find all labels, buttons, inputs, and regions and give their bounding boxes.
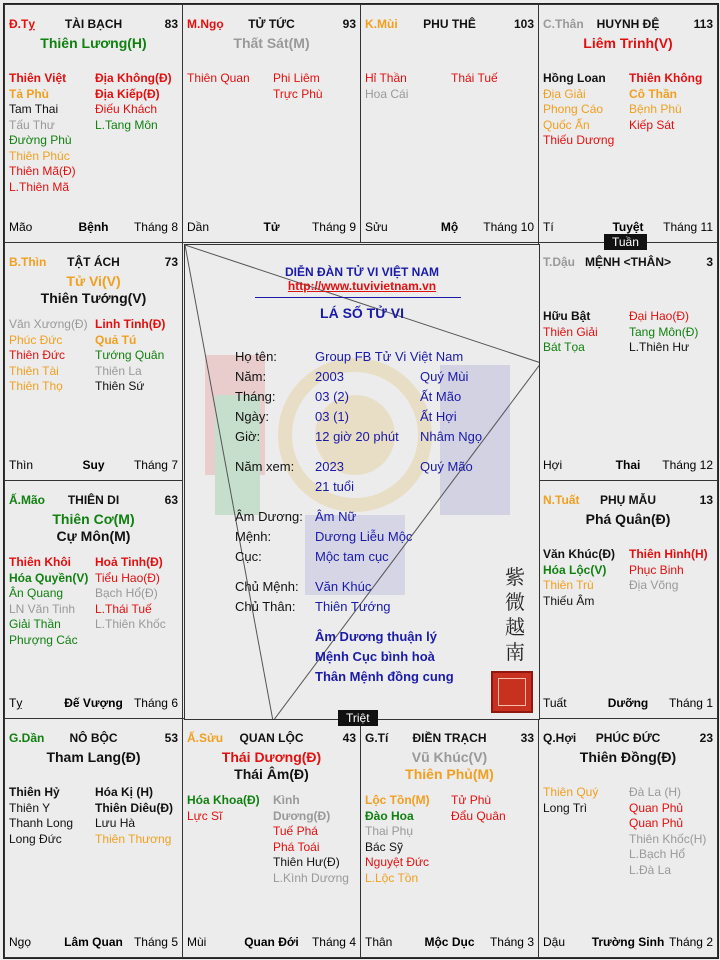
minor-star: Hỉ Thần <box>365 71 407 85</box>
minor-star: Thiên Phúc <box>9 148 70 163</box>
palace-branch: C.Thân <box>543 17 584 31</box>
stars-left <box>543 71 614 149</box>
life-stage: Dưỡng <box>607 696 649 710</box>
cycle-branch: Tuất <box>543 696 567 710</box>
palace-header <box>9 493 178 507</box>
minor-star: Điếu Khách <box>95 102 158 116</box>
palace-branch: Q.Hợi <box>543 731 577 745</box>
minor-star: Tam Thai <box>9 102 59 116</box>
minor-star: Thiên Trù <box>543 578 594 592</box>
minor-star: Phong Cáo <box>543 102 604 116</box>
cycle-branch: Sửu <box>365 220 388 234</box>
palace-footer <box>187 220 356 234</box>
minor-star: L.Tang Môn <box>95 117 158 132</box>
major-star: Vũ Khúc(V) <box>411 749 488 765</box>
minor-star: Đại Hao(Đ) <box>629 309 690 323</box>
life-stage: Trường Sinh <box>591 935 665 949</box>
minor-star: Bạch Hổ(Đ) <box>95 586 158 600</box>
stars-right <box>273 793 360 886</box>
palace-branch: T.Dậu <box>543 255 576 269</box>
minor-star: Thiên Diêu(Đ) <box>95 800 173 815</box>
minor-star: Hữu Bật <box>543 309 591 323</box>
minor-star: Hoả Tinh(Đ) <box>95 555 163 569</box>
minor-star: Quốc Ấn <box>543 117 590 132</box>
cycle-branch: Thân <box>365 935 393 949</box>
palace-dau <box>538 242 718 481</box>
url-divider <box>255 297 461 298</box>
palace-branch: B.Thìn <box>9 255 47 269</box>
minor-star: Thiên Y <box>9 800 51 815</box>
minor-star: Quan Phủ <box>629 800 684 815</box>
palace-age: 73 <box>164 255 178 269</box>
month-label: Tháng 10 <box>483 220 534 234</box>
major-star: Thái Âm(Đ) <box>234 766 309 782</box>
info-value: 03 (1) <box>315 409 349 424</box>
center-info-panel <box>184 244 540 720</box>
palace-header <box>365 731 534 745</box>
info-value: Văn Khúc <box>315 579 372 594</box>
minor-star: L.Lộc Tồn <box>365 870 419 885</box>
stars-right <box>629 785 706 878</box>
palace-ngo <box>182 4 361 243</box>
minor-star: Bác Sỹ <box>365 839 404 854</box>
palace-name: TÀI BẠCH <box>64 17 123 31</box>
palace-age: 53 <box>164 731 178 745</box>
palace-ty <box>4 4 183 243</box>
palace-age: 103 <box>513 17 534 31</box>
minor-star: Tiểu Hao(Đ) <box>95 570 160 585</box>
minor-star: Phúc Đức <box>9 332 63 347</box>
palace-age: 63 <box>164 493 178 507</box>
minor-star: Thiên La <box>95 363 142 378</box>
horoscope-chart <box>3 3 719 959</box>
triet-marker: Triệt <box>338 710 378 726</box>
major-star: Thiên Tướng(V) <box>40 290 147 306</box>
minor-star: Thiên Sứ <box>95 379 145 393</box>
palace-suu <box>182 718 361 958</box>
major-star: Thiên Lương(H) <box>40 35 147 51</box>
minor-star: Thiên Hư(Đ) <box>273 855 340 869</box>
palace-footer <box>543 696 713 710</box>
info-value: 12 giờ 20 phút <box>315 429 399 444</box>
cycle-branch: Hợi <box>543 458 563 472</box>
palace-name: MỆNH <THÂN> <box>584 255 671 269</box>
palace-dan <box>4 718 183 958</box>
palace-footer <box>543 458 713 472</box>
minor-star: Hoa Cái <box>365 86 409 101</box>
palace-branch: K.Mùi <box>365 17 398 31</box>
stars-left <box>9 71 76 195</box>
minor-star: Văn Xương(Đ) <box>9 317 88 331</box>
palace-branch: Ấ.Sửu <box>187 731 224 745</box>
stars-right <box>451 793 506 824</box>
minor-star: Thiên Tài <box>9 363 59 378</box>
month-label: Tháng 8 <box>133 220 178 234</box>
stars-right <box>629 309 698 356</box>
minor-star: Hóa Khoa(Đ) <box>187 793 260 807</box>
minor-star: L.Thái Tuế <box>95 601 152 616</box>
minor-star: Địa Kiếp(Đ) <box>95 86 160 101</box>
minor-star: Đường Phù <box>9 133 72 147</box>
info-value: 2003 <box>315 369 344 384</box>
palace-age: 23 <box>699 731 713 745</box>
palace-branch: N.Tuất <box>543 493 580 507</box>
palace-tuat <box>538 480 718 719</box>
palace-hoi <box>538 718 718 958</box>
info-label: Âm Dương: <box>235 509 303 524</box>
minor-star: Đà La (H) <box>629 785 682 799</box>
minor-star: Hóa Kị (H) <box>95 785 153 799</box>
major-star: Thiên Đồng(Đ) <box>579 749 677 765</box>
minor-star: Thiên Khôi <box>9 555 71 569</box>
palace-footer <box>543 220 713 234</box>
minor-star: Địa Giải <box>543 86 586 101</box>
cycle-branch: Dậu <box>543 935 566 949</box>
minor-star: Lộc Tồn(M) <box>365 793 430 807</box>
palace-footer <box>543 935 713 949</box>
minor-star: Thiên Quan <box>187 71 250 85</box>
month-label: Tháng 1 <box>668 696 713 710</box>
life-stage: Thai <box>615 458 641 472</box>
minor-star: Quan Phủ <box>629 816 684 830</box>
palace-branch: G.Tí <box>365 731 389 745</box>
stars-left <box>9 555 88 648</box>
life-stage: Tuyệt <box>612 220 644 234</box>
month-label: Tháng 3 <box>489 935 534 949</box>
palace-name: TẬT ÁCH <box>67 255 120 269</box>
palace-name: PHÚC ĐỨC <box>595 731 661 745</box>
info-label: Cục: <box>235 549 262 564</box>
palace-footer <box>187 935 356 949</box>
stars-right <box>629 547 708 594</box>
minor-star: Bát Tọa <box>543 340 585 354</box>
minor-star: Long Trì <box>543 800 588 815</box>
minor-star: Thiên Giải <box>543 324 598 339</box>
palace-age: 3 <box>706 255 713 269</box>
minor-star: Hóa Quyền(V) <box>9 570 89 585</box>
minor-star: Phi Liêm <box>273 71 320 85</box>
info-value: Group FB Tử Vi Việt Nam <box>315 349 464 364</box>
minor-star: Thái Tuế <box>451 71 498 85</box>
minor-star: Thiên Hình(H) <box>629 547 708 561</box>
seal-stamp <box>491 671 533 713</box>
major-star: Thiên Phủ(M) <box>405 766 494 782</box>
cycle-branch: Thìn <box>9 458 34 472</box>
chart-note: Âm Dương thuận lý <box>315 629 437 644</box>
month-label: Tháng 7 <box>133 458 178 472</box>
month-label: Tháng 5 <box>133 935 178 949</box>
info-label: Năm xem: <box>235 459 295 474</box>
minor-star: L.Kình Dương <box>273 870 349 885</box>
month-label: Tháng 11 <box>663 220 713 234</box>
chart-note: Mệnh Cục bình hoà <box>315 649 435 664</box>
minor-star: L.Thiên Khốc <box>95 617 166 631</box>
major-star: Liêm Trinh(V) <box>583 35 673 51</box>
minor-star: Thiếu Âm <box>543 593 595 608</box>
info-value: 03 (2) <box>315 389 349 404</box>
stars-left <box>543 547 615 609</box>
minor-star: LN Văn Tinh <box>9 601 76 616</box>
palace-footer <box>9 458 178 472</box>
minor-star: Thiên Thương <box>95 831 172 846</box>
major-star: Tham Lang(Đ) <box>46 749 141 765</box>
info-extra: Ất Hợi <box>420 409 457 424</box>
info-value: Thiên Tướng <box>315 599 391 614</box>
minor-star: Long Đức <box>9 831 62 846</box>
cycle-branch: Mùi <box>187 935 207 949</box>
minor-star: Tướng Quân <box>95 348 165 362</box>
palace-ti <box>360 718 539 958</box>
life-stage: Tử <box>263 220 280 234</box>
minor-star: Thiên Không <box>629 71 703 85</box>
palace-age: 33 <box>520 731 534 745</box>
minor-star: Kình Dương(Đ) <box>273 793 331 823</box>
minor-star: Thiên Mã(Đ) <box>9 164 76 178</box>
info-value: Âm Nữ <box>315 509 357 524</box>
palace-thin <box>4 242 183 481</box>
forum-url-link[interactable]: http://www.tuvivietnam.vn <box>287 279 437 293</box>
palace-branch: G.Dần <box>9 731 45 745</box>
minor-star: Phượng Các <box>9 632 78 647</box>
palace-footer <box>9 935 178 949</box>
minor-star: Thiên Quý <box>543 785 599 799</box>
major-star: Thái Dương(Đ) <box>221 749 322 765</box>
minor-star: Giải Thần <box>9 617 61 631</box>
life-stage: Mộ <box>440 220 459 234</box>
minor-star: Đẩu Quân <box>451 808 506 823</box>
stars-right <box>273 71 323 102</box>
minor-star: L.Thiên Mã <box>9 179 70 194</box>
minor-star: Tấu Thư <box>9 117 55 132</box>
palace-branch: M.Ngọ <box>187 17 224 31</box>
palace-branch: Ấ.Mão <box>9 493 45 507</box>
info-value: Dương Liễu Mộc <box>315 529 413 544</box>
palace-mui <box>360 4 539 243</box>
chart-note: Thân Mệnh đồng cung <box>315 669 454 684</box>
palace-name: PHU THÊ <box>423 17 476 31</box>
palace-footer <box>365 220 534 234</box>
minor-star: L.Bạch Hổ <box>629 847 686 861</box>
cycle-branch: Tỵ <box>9 696 23 710</box>
minor-star: Lực Sĩ <box>187 808 223 823</box>
minor-star: L.Đà La <box>629 862 672 877</box>
palace-age: 83 <box>164 17 178 31</box>
month-label: Tháng 9 <box>311 220 356 234</box>
info-extra: Quý Mùi <box>420 369 469 384</box>
info-label: Chủ Mệnh: <box>235 579 299 594</box>
minor-star: Bệnh Phù <box>629 102 682 116</box>
forum-name: DIỄN ĐÀN TỬ VI VIỆT NAM <box>285 265 439 279</box>
stars-right <box>95 317 165 395</box>
stars-left <box>543 309 598 356</box>
palace-header <box>365 17 534 31</box>
stars-left <box>365 71 408 102</box>
minor-star: Phá Toái <box>273 839 320 854</box>
palace-header <box>543 17 713 31</box>
minor-star: Thiên Đức <box>9 348 66 362</box>
minor-star: Thanh Long <box>9 816 74 830</box>
minor-star: Thiên Việt <box>9 71 67 85</box>
palace-name: THIÊN DI <box>67 493 120 507</box>
cycle-branch: Dần <box>187 220 210 234</box>
calligraphy-char: 微 <box>505 590 525 614</box>
calligraphy <box>503 565 527 665</box>
minor-star: Nguyệt Đức <box>365 855 430 869</box>
stars-right <box>629 71 702 133</box>
palace-age: 43 <box>342 731 356 745</box>
info-label: Mệnh: <box>235 529 272 544</box>
stars-left <box>187 793 260 824</box>
minor-star: Thiếu Dương <box>543 133 615 147</box>
minor-star: Lưu Hà <box>95 816 136 830</box>
major-star: Cự Môn(M) <box>56 528 131 544</box>
month-label: Tháng 6 <box>133 696 178 710</box>
minor-star: Trực Phù <box>273 86 323 101</box>
stars-left <box>543 785 598 816</box>
palace-footer <box>9 696 178 710</box>
minor-star: Thiên Khốc(H) <box>629 831 707 846</box>
minor-star: Địa Võng <box>629 578 679 592</box>
stars-right <box>95 555 166 633</box>
palace-header <box>9 731 178 745</box>
month-label: Tháng 12 <box>662 458 713 472</box>
info-label: Chủ Thân: <box>235 599 296 614</box>
minor-star: Tang Môn(Đ) <box>629 324 699 339</box>
cycle-branch: Mão <box>9 220 33 234</box>
life-stage: Suy <box>82 458 105 472</box>
minor-star: Văn Khúc(Đ) <box>543 547 615 561</box>
minor-star: Hóa Lộc(V) <box>543 562 607 577</box>
minor-star: Đào Hoa <box>365 808 414 823</box>
stars-right <box>95 71 172 133</box>
cycle-branch: Ngọ <box>9 935 32 949</box>
palace-header <box>9 255 178 269</box>
stars-right <box>95 785 173 847</box>
minor-star: L.Thiên Hư <box>629 340 690 354</box>
page-title: LÁ SỐ TỬ VI <box>320 305 404 321</box>
minor-star: Linh Tinh(Đ) <box>95 317 166 331</box>
tuan-marker: Tuần <box>604 234 647 250</box>
minor-star: Tử Phù <box>451 793 492 807</box>
calligraphy-char: 南 <box>505 640 525 664</box>
palace-age: 113 <box>693 17 713 31</box>
minor-star: Kiếp Sát <box>629 117 675 132</box>
palace-name: PHỤ MẪU <box>600 493 656 507</box>
life-stage: Mộc Dục <box>424 935 475 949</box>
info-label: Ngày: <box>235 409 269 424</box>
palace-footer <box>365 935 534 949</box>
palace-mao <box>4 480 183 719</box>
info-value: 21 tuổi <box>315 479 355 494</box>
minor-star: Thai Phụ <box>365 824 414 838</box>
minor-star: Cô Thần <box>629 86 677 101</box>
info-label: Tháng: <box>235 389 276 404</box>
minor-star: Địa Không(Đ) <box>95 71 172 85</box>
palace-header <box>543 255 713 269</box>
info-extra: Quý Mão <box>420 459 473 474</box>
minor-star: Thiên Thọ <box>9 379 63 393</box>
info-label: Năm: <box>235 369 267 384</box>
major-star: Tử Vi(V) <box>66 273 121 289</box>
palace-header <box>187 731 356 745</box>
info-label: Giờ: <box>235 429 261 444</box>
palace-name: NÔ BỘC <box>69 731 118 745</box>
life-stage: Lâm Quan <box>64 935 123 949</box>
palace-name: TỬ TỨC <box>248 17 295 31</box>
palace-header <box>543 493 713 507</box>
palace-than <box>538 4 718 243</box>
info-value: Mộc tam cục <box>315 549 389 564</box>
life-stage: Bệnh <box>78 220 109 234</box>
palace-name: ĐIỀN TRẠCH <box>412 731 487 745</box>
info-extra: Nhâm Ngọ <box>420 429 483 444</box>
palace-name: QUAN LỘC <box>239 731 304 745</box>
major-star: Phá Quân(Đ) <box>585 511 671 527</box>
calligraphy-char: 越 <box>505 615 525 639</box>
minor-star: Tả Phù <box>9 86 50 101</box>
minor-star: Ân Quang <box>9 586 64 600</box>
palace-name: HUYNH ĐỆ <box>596 17 660 31</box>
info-label: Họ tên: <box>235 349 277 364</box>
month-label: Tháng 4 <box>311 935 356 949</box>
minor-star: Quả Tú <box>95 332 137 347</box>
month-label: Tháng 2 <box>668 935 713 949</box>
minor-star: Phục Binh <box>629 562 684 577</box>
palace-age: 13 <box>699 493 713 507</box>
minor-star: Thiên Hỷ <box>9 785 60 799</box>
stars-left <box>187 71 250 87</box>
life-stage: Quan Đới <box>244 935 299 949</box>
minor-star: Hồng Loan <box>543 71 606 85</box>
stars-left <box>9 785 73 847</box>
calligraphy-char: 紫 <box>505 565 525 589</box>
life-stage: Đế Vượng <box>64 696 123 710</box>
palace-branch: Đ.Tỵ <box>9 17 36 31</box>
major-star: Thất Sát(M) <box>233 35 310 51</box>
info-extra: Ất Mão <box>420 389 462 404</box>
cycle-branch: Tí <box>543 220 554 234</box>
palace-header <box>187 17 356 31</box>
palace-header <box>9 17 178 31</box>
stars-left <box>365 793 430 886</box>
major-star: Thiên Cơ(M) <box>52 511 135 527</box>
stars-left <box>9 317 88 395</box>
minor-star: Tuế Phá <box>273 824 318 838</box>
palace-header <box>543 731 713 745</box>
palace-footer <box>9 220 178 234</box>
palace-age: 93 <box>342 17 356 31</box>
info-value: 2023 <box>315 459 344 474</box>
stars-right <box>451 71 498 87</box>
